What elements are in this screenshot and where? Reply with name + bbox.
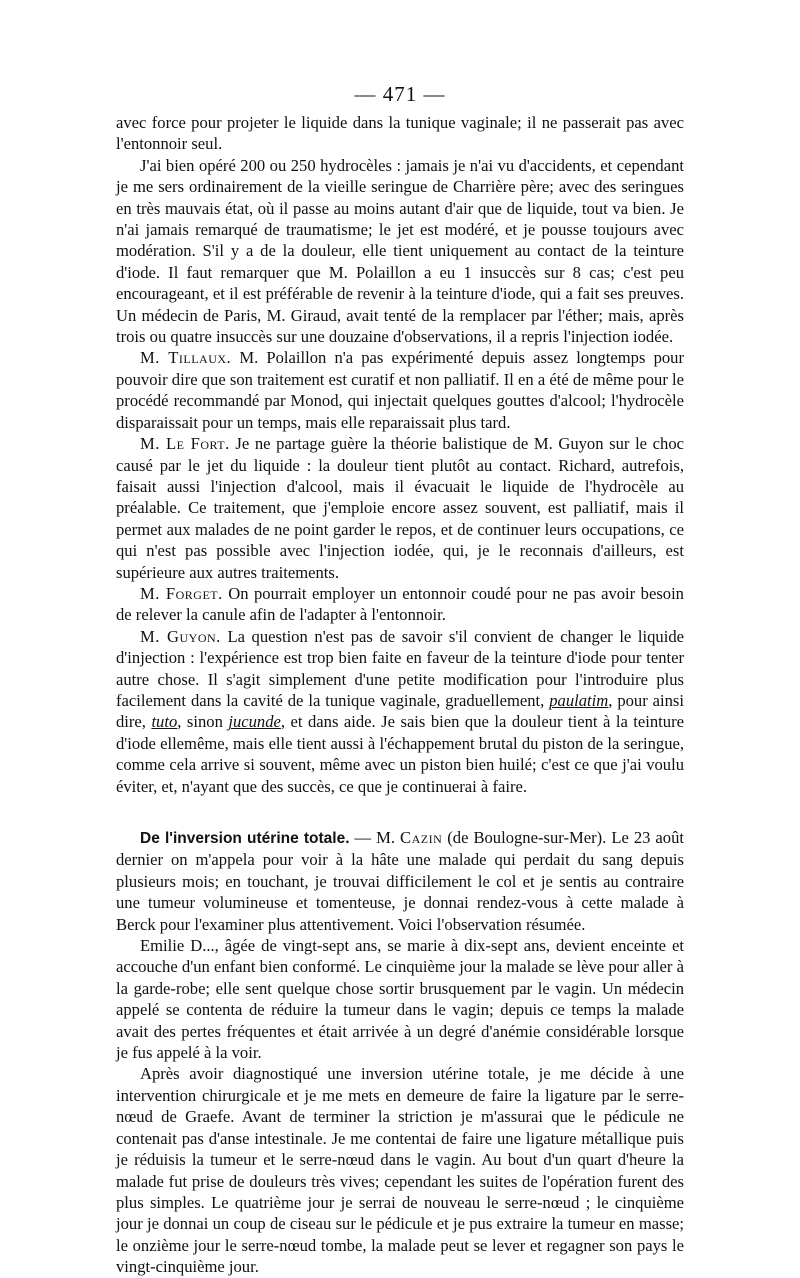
speaker-name: M. Tillaux. [140,348,232,368]
speaker-name: M. Guyon. [140,626,221,646]
section-author: Cazin [400,828,443,847]
section-heading-paragraph [116,827,684,935]
speaker-text: Je ne partage guère la théorie balistique de M. Guyon sur le choc causé par le jet du liquide : la douleur tient plutôt au contact. Richard, autrefois, faisait aussi l'injection d'alcool, mais il évacuait le liquide de l'hydrocèle au préalable. Ce traitement, que j'emploie encore assez souvent, est palliatif, mais il permet aux malades de ne point garder le repos, et de continuer leurs occupations, ce qui n'est pas possible avec l'injection iodée, qui, je le reconnais d'ailleurs, est supérieure aux autres traitements. [116,434,684,582]
section-dash: — M. [349,828,401,847]
page-number: — 471 — [354,82,446,106]
italic-term: tuto [151,712,178,732]
section-spacer [116,797,684,827]
body-text [116,112,684,1278]
section-author-place: (de Boulogne-sur-Mer). [442,828,607,847]
speaker-text: , et dans aide. Je sais bien que la douleur tient à la teinture d'iode ellemême, mais elle tient aussi à l'échappement brutal du piston de la seringue, comme cela arrive si souvent, même avec un piston bien huilé; c'est ce que j'ai voulu éviter, et, n'ayant que des succès, ce que je continuerai à faire. [116,712,684,796]
speaker-text: La question n'est pas de savoir s'il convient de changer le liquide d'injection : l'expérience est trop bien faite en faveur de la teinture d'iode pour tenter autre chose. Il s'agit simplement d'une petite modification pour l'introduire plus facilement dans la cavité de la tunique vaginale, graduellement, [116,626,684,710]
paragraph-tillaux [116,347,684,433]
speaker-text: , sinon [177,712,229,732]
paragraph-continuation: avec force pour projeter le liquide dans la tunique vaginale; il ne passerait pas avec l'entonnoir seul. [116,113,684,154]
section-intro: Le 23 août dernier on m'appela pour voir à la hâte une malade qui perdait du sang depuis plusieurs mois; en touchant, je trouvai difficilement le col et je sentis au contraire une tumeur volumineuse et tomenteuse, je donnai rendez-vous à cette malade à Berck pour l'examiner plus attentivement. Voici l'observation résumée. [116,828,684,934]
speaker-name: M. Forget. [140,583,223,603]
paragraph-guyon [116,626,684,797]
paragraph: Après avoir diagnostiqué une inversion utérine totale, je me décide à une intervention chirurgicale et je me mets en demeure de faire la ligature par le serre-nœud de Graefe. Avant de terminer la striction je m'assurai que le pédicule ne contenait pas d'anse intestinale. Je me contentai de faire une ligature métallique puis je réduisis la tumeur et le serre-nœud dans le vagin. Au bout d'un quart d'heure la malade fut prise de douleurs très vives; cependant les suites de l'opération furent des plus simples. Le quatrième jour je serrai de nouveau le serre-nœud ; le cinquième jour je donnai un coup de ciseau sur le pédicule et je pus extraire la tumeur en masse; le onzième jour le serre-nœud tombe, la malade peut se lever et regagner son pays le vingt-cinquième jour. [116,1064,684,1277]
speaker-text: , pour ainsi dire, [116,690,684,732]
speaker-text: M. Polaillon n'a pas expérimenté depuis assez longtemps pour pouvoir dire que son traitement est curatif et non palliatif. Il en a été de même pour le procédé recommandé par Monod, qui injectait quelques gouttes d'alcool; l'hydrocèle disparaissait pour un temps, mais elle reparaissait plus tard. [116,348,684,432]
paragraph-forget [116,583,684,626]
paragraph: J'ai bien opéré 200 ou 250 hydrocèles : jamais je n'ai vu d'accidents, et cependant je me sers ordinairement de la vieille seringue de Charrière père; avec des seringues en très mauvais état, où il passe au moins autant d'air que de liquide, tout va bien. Je n'ai jamais remarqué de traumatisme; le jet est modéré, et je pousse toujours avec modération. S'il y a de la douleur, elle tient uniquement au contact de la teinture d'iode. Il faut remarquer que M. Polaillon a eu 1 insuccès sur 8 cas; c'est peu encourageant, et il est préférable de revenir à la teinture d'iode, qui a fait ses preuves. Un médecin de Paris, M. Giraud, avait tenté de la remplacer par l'éther; mais, après trois ou quatre insuccès sur une douzaine d'observations, il a repris l'injection iodée. [116,155,684,347]
section-title: De l'inversion utérine totale. [140,830,350,847]
speaker-name: M. Le Fort. [140,434,230,454]
paragraph: Emilie D..., âgée de vingt-sept ans, se marie à dix-sept ans, devient enceinte et accouche d'un enfant bien conformé. Le cinquième jour la malade se lève pour aller à la garde-robe; elle sent quelque chose sortir brusquement par le vagin. Un médecin appelé se contenta de réduire la tumeur dans le vagin; depuis ce temps la malade avait des pertes fréquentes et était arrivée à un degré d'anémie considérable lorsque je fus appelé à la voir. [116,936,684,1063]
speaker-text: On pourrait employer un entonnoir coudé pour ne pas avoir besoin de relever la canule afin de l'adapter à l'entonnoir. [116,583,684,625]
italic-term: jucunde [228,712,281,732]
paragraph-le-fort [116,433,684,583]
italic-term: paulatim [549,690,609,710]
